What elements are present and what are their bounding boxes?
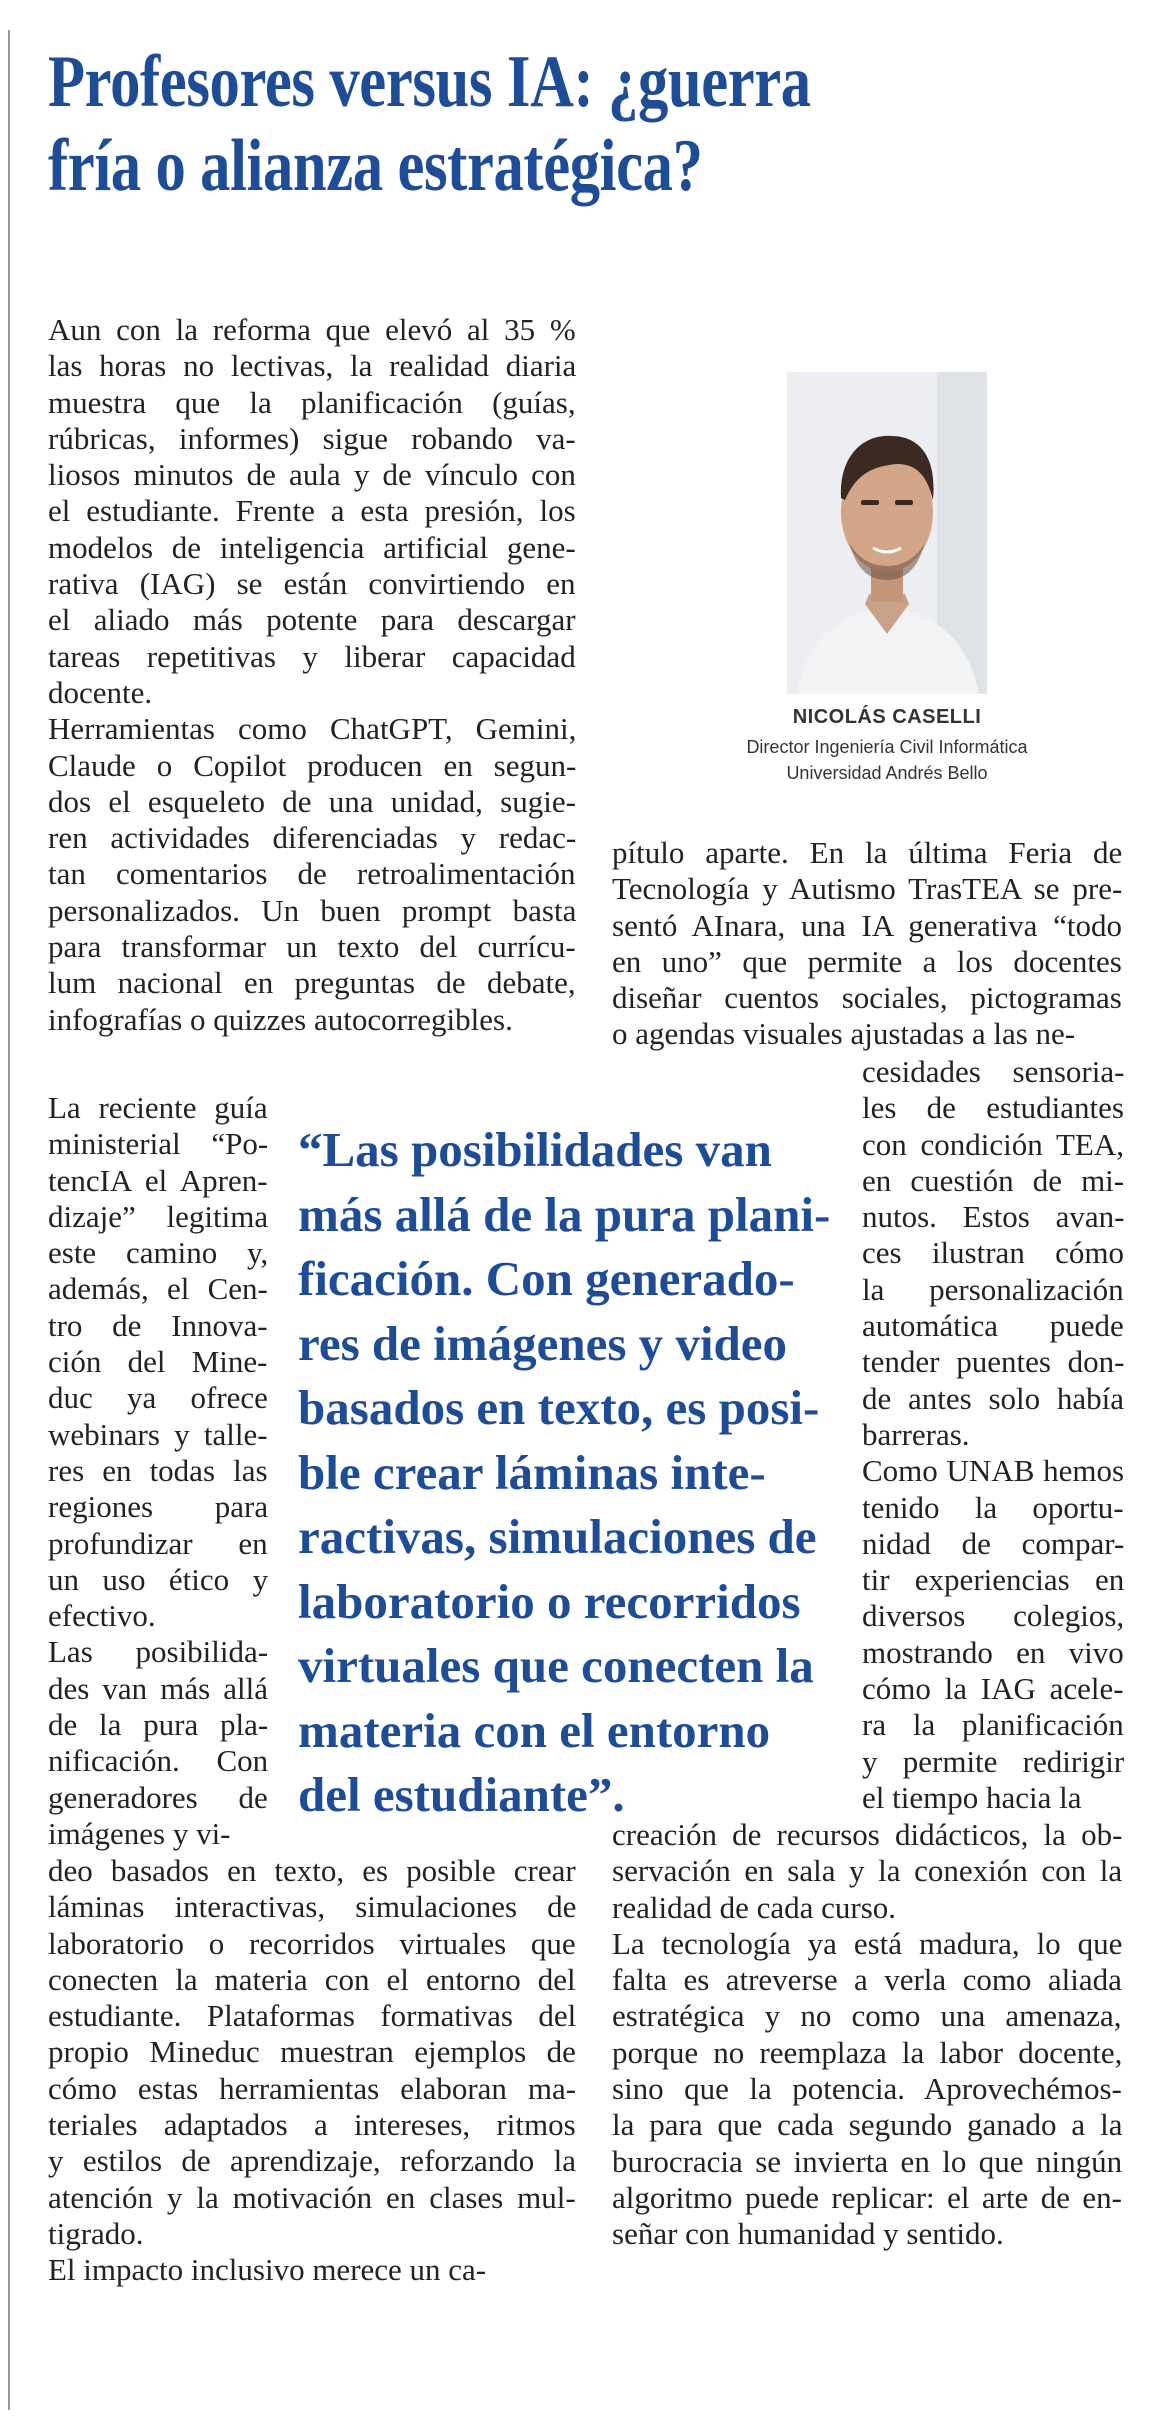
text-line: ren actividades diferenciadas y redac- [48,820,577,856]
text-line: dos el esqueleto de una unidad, sugie- [48,783,576,819]
text-line: estudiante. Plataformas formativas del [48,1998,577,2034]
author-photo [787,372,987,694]
text-line: diversos colegios, [862,1598,1125,1634]
text-line: Aun con la reforma que elevó al 35 % [48,312,576,347]
text-line: en uno” que permite a los docentes [612,943,1122,979]
pull-quote-line: ractivas, simulaciones de [298,1509,817,1564]
text-line: el aliado más potente para descargar [48,602,576,638]
text-line: Herramientas como ChatGPT, Gemini, [48,711,577,747]
text-line: cómo la IAG acele- [862,1671,1124,1707]
pull-quote-line: más allá de la pura plani- [298,1186,831,1242]
pull-quote-line: basados en texto, es posi- [298,1380,820,1435]
text-line: sentó AInara, una IA generativa “todo [612,907,1122,943]
text-line: ces ilustran cómo [862,1235,1124,1271]
text-line: infografías o quizzes autocorregibles. [48,1001,513,1037]
text-line: tencIA el Apren- [48,1162,268,1198]
author-role: Director Ingeniería Civil Informática [746,737,1028,757]
headline [48,40,934,208]
text-line: res en todas las [48,1452,268,1488]
text-line: sino que la potencia. Aprovechémos- [612,2071,1122,2107]
text-line: tareas repetitivas y liberar capacidad [48,638,576,674]
text-line: ministerial “Po- [48,1126,269,1162]
text-line: cesidades sensoria- [862,1054,1125,1089]
text-line: con condición TEA, [862,1126,1124,1162]
text-line: automática puede [862,1308,1124,1344]
text-line: barreras. [862,1416,970,1452]
text-line: estratégica y no como una amenaza, [612,1998,1122,2034]
text-line: profundizar en [48,1525,268,1561]
headline-line: fría o alianza estratégica? [48,125,703,207]
text-line: el estudiante. Frente a esta presión, los [48,493,576,529]
text-line: dizaje” legitima [48,1198,269,1234]
pull-quote-line: res de imágenes y video [298,1315,788,1371]
text-line: La reciente guía [48,1090,268,1125]
pull-quote-line: “Las posibilidades van [298,1122,772,1177]
column-rule [8,30,10,2410]
text-line: falta es atreverse a verla como aliada [612,1962,1122,1998]
column1-bottom-text [48,1853,576,2289]
text-line: nutos. Estos avan- [862,1199,1125,1235]
text-line: imágenes y vi- [48,1815,231,1851]
text-line: láminas interactivas, simulaciones de [48,1889,577,1925]
text-line: rúbricas, informes) sigue robando va- [48,420,576,456]
text-line: tenido la oportu- [862,1489,1124,1525]
text-line: tro de Innova- [48,1307,268,1343]
text-line: El impacto inclusivo merece un ca- [48,2252,487,2288]
author-affiliation: Universidad Andrés Bello [786,763,988,783]
text-line: efectivo. [48,1598,156,1634]
text-line: tender puentes don- [862,1344,1125,1380]
text-line: la para que cada segundo ganado a la [612,2107,1123,2143]
text-line: en cuestión de mi- [862,1162,1125,1198]
text-line: rativa (IAG) se están convirtiendo en [48,566,576,602]
text-line: algoritmo puede replicar: el arte de en- [612,2179,1123,2215]
author-portrait-image [787,372,987,694]
text-line: de la pura pla- [48,1707,269,1743]
text-line: laboratorio o recorridos virtuales que [48,1925,576,1961]
text-line: nidad de compar- [862,1525,1125,1561]
pull-quote [298,1118,848,1828]
text-line: o agendas visuales ajustadas a las ne- [612,1016,1076,1052]
text-line: y permite redirigir [862,1743,1125,1779]
text-line: un uso ético y [48,1561,269,1597]
text-line: ra la planificación [862,1707,1124,1743]
text-line: creación de recursos didácticos, la ob- [612,1817,1123,1852]
column2-narrow-text [862,1054,1124,1816]
text-line: atención y la motivación en clases mul- [48,2179,576,2215]
text-line: cómo estas herramientas elaboran ma- [48,2070,577,2106]
text-line: diseñar cuentos sociales, pictogramas [612,980,1122,1016]
text-line: La tecnología ya está madura, lo que [612,1925,1123,1961]
text-line: nificación. Con [48,1743,269,1779]
text-line: este camino y, [48,1235,269,1271]
text-line: modelos de inteligencia artificial gene- [48,529,576,565]
text-line: la personalización [862,1271,1124,1307]
column2-top-text [612,835,1122,1053]
text-line: tigrado. [48,2215,144,2251]
text-line: realidad de cada curso. [612,1889,897,1925]
text-line: ción del Mine- [48,1344,268,1380]
text-line: servación en sala y la conexión con la [612,1853,1123,1889]
pull-quote-line: ficación. Con generado- [298,1251,795,1306]
text-line: personalizados. Un buen prompt basta [48,892,577,928]
text-line: les de estudiantes [862,1090,1124,1126]
pull-quote-line: ble crear láminas inte- [298,1444,766,1500]
text-line: tan comentarios de retroalimentación [48,856,576,892]
text-line: tir experiencias en [862,1562,1125,1598]
text-line: muestra que la planificación (guías, [48,384,576,420]
text-line: Como UNAB hemos [862,1453,1125,1489]
text-line: Claude o Copilot producen en segun- [48,747,577,783]
text-line: propio Mineduc muestran ejemplos de [48,2034,576,2070]
headline-line: Profesores versus IA: ¿guerra [48,41,811,123]
text-line: mostrando en vivo [862,1634,1124,1670]
pull-quote-line: materia con el entorno [298,1702,771,1758]
pull-quote-line: virtuales que conecten la [298,1638,814,1693]
text-line: lum nacional en preguntas de debate, [48,965,576,1001]
author-name: NICOLÁS CASELLI [792,706,982,728]
text-line: señar con humanidad y sentido. [612,2216,1004,2252]
text-line: Tecnología y Autismo TrasTEA se pre- [612,871,1123,907]
text-line: conecten la materia con el entorno del [48,1961,576,1997]
pull-quote-line: laboratorio o recorridos [298,1573,801,1629]
text-line: y estilos de aprendizaje, reforzando la [48,2143,576,2179]
text-line: teriales adaptados a intereses, ritmos [48,2107,576,2143]
text-line: burocracia se invierta en lo que ningún [612,2143,1123,2179]
text-line: el tiempo hacia la [862,1779,1082,1815]
column1-top-text [48,312,576,1038]
text-line: deo basados en texto, es posible crear [48,1853,576,1888]
column2-bottom-text [612,1817,1122,2253]
text-line: docente. [48,674,153,710]
column1-narrow-text [48,1090,268,1852]
text-line: regiones para [48,1489,269,1525]
text-line: para transformar un texto del currícu- [48,929,576,965]
text-line: liosos minutos de aula y de vínculo con [48,457,576,493]
text-line: pítulo aparte. En la última Feria de [612,835,1123,870]
text-line: generadores de [48,1779,268,1815]
text-line: porque no reemplaza la labor docente, [612,2034,1123,2070]
pull-quote-line: del estudiante”. [298,1767,625,1822]
text-line: de antes solo había [862,1380,1125,1416]
text-line: duc ya ofrece [48,1380,268,1416]
text-line: las horas no lectivas, la realidad diaria [48,348,577,384]
text-line: webinars y talle- [48,1416,268,1452]
text-line: Las posibilida- [48,1634,269,1670]
text-line: des van más allá [48,1670,269,1706]
text-line: además, el Cen- [48,1271,268,1307]
